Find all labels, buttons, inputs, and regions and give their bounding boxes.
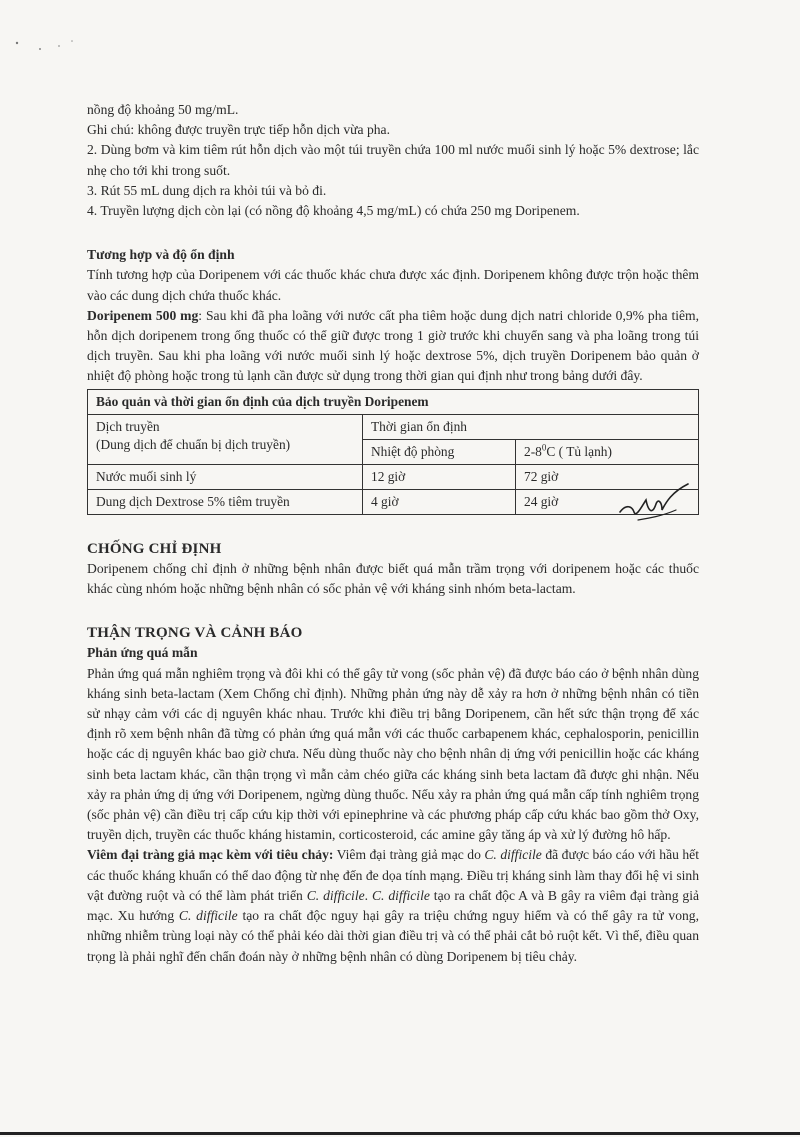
fridge-cell: 72 giờ [516,464,699,489]
step-2: 2. Dùng bơm và kim tiêm rút hỗn dịch vào một túi truyền chứa 100 ml nước muối sinh lý hoặc 5% dextrose; lắc nhẹ cho tới khi trong suốt. [87,142,699,178]
colitis-paragraph: Viêm đại tràng giả mạc kèm với tiêu chảy: Viêm đại tràng giả mạc do C. difficile đã được báo cáo với hầu hết các thuốc kháng khuẩn có thể dao động từ nhẹ đến đe dọa tính mạng. Điều trị kháng sinh làm thay đổi hệ vi sinh vật đường ruột và có thể làm phát triển C. difficile. C. difficile tạo ra chất độc A và B gây ra viêm đại tràng giả mạc. Xu hướng C. difficile tạo ra chất độc nguy hại gây ra triệu chứng nguy hiểm và có thể gây ra tử vong, những nhiễm trùng loại này có thể phải kéo dài thời gian điều trị và có thể phải cắt bỏ ruột kết. Vì thế, điều quan trọng là phải nghĩ đến chẩn đoán này ở những bệnh nhân có dùng Doripenem bị tiêu chảy. [87,847,700,964]
compat-paragraph-2 [87,306,699,387]
warnings-heading: THẬN TRỌNG VÀ CẢNH BÁO [87,625,303,642]
fluid-cell: Nước muối sinh lý [88,464,363,489]
room-temp-header: Nhiệt độ phòng [363,439,516,464]
stability-header: Thời gian ổn định [363,414,699,439]
colitis-subheading: Viêm đại tràng giả mạc kèm với tiêu chảy: [87,847,334,863]
compat-paragraph-2-text: : Sau khi đã pha loãng với nước cất pha tiêm hoặc dung dịch natri chloride 0,9% pha tiêm, hỗn dịch doripenem trong ống thuốc có thể giữ được trong 1 giờ trước khi chuyển sang và pha loãng trong túi dịch truyền. Sau khi pha loãng với nước muối sinh lý hoặc dextrose 5%, dịch truyền Doripenem bảo quản ở nhiệt độ phòng hoặc trong tủ lạnh cần được sử dụng trong thời gian qui định như trong bảng dưới đây. [87,307,700,384]
table-row [88,464,699,489]
table-header-row [88,414,699,439]
table-row [88,489,699,514]
compat-paragraph-1: Tính tương hợp của Doripenem với các thuốc khác chưa được xác định. Doripenem không được trộn hoặc thêm vào các dung dịch chứa thuốc khác. [87,267,699,303]
fluid-header-cell [88,414,363,464]
stability-table [87,389,699,515]
contraindications-paragraph: Doripenem chống chỉ định ở những bệnh nhân được biết quá mẫn trầm trọng với doripenem hoặc các thuốc khác cùng nhóm hoặc những bệnh nhân có sốc phản vệ với kháng sinh nhóm beta-lactam. [87,560,699,597]
fluid-cell: Dung dịch Dextrose 5% tiêm truyền [88,489,363,514]
step-3: 3. Rút 55 mL dung dịch ra khỏi túi và bỏ đi. [87,182,327,198]
fridge-cell: 24 giờ [524,493,559,509]
room-cell: 12 giờ [363,464,516,489]
fluid-header: Dịch truyền [96,418,160,434]
table-caption: Bảo quản và thời gian ổn định của dịch truyền Doripenem [88,389,699,414]
intro-line: nồng độ khoảng 50 mg/mL. [87,102,239,117]
fluid-subheader: (Dung dịch để chuẩn bị dịch truyền) [96,436,291,452]
compat-bold-lead: Doripenem 500 mg [87,307,199,323]
fridge-header: $2-8^0C$ ( Tủ lạnh) [516,439,699,464]
fridge-cell-with-signature [516,489,699,514]
page-bottom-edge [0,1132,800,1135]
table-caption-row [88,389,699,414]
compat-heading: Tương hợp và độ ổn định [87,247,235,263]
scan-specks [14,38,84,58]
document-page [87,100,699,967]
room-cell: 4 giờ [363,489,516,514]
contraindications-heading: CHỐNG CHỈ ĐỊNH [87,540,222,557]
hypersensitivity-subheading: Phản ứng quá mẫn [87,645,198,661]
step-4: 4. Truyền lượng dịch còn lại (có nồng độ khoảng 4,5 mg/mL) có chứa 250 mg Doripenem. [87,203,580,219]
hypersensitivity-paragraph: Phản ứng quá mẫn nghiêm trọng và đôi khi có thể gây tử vong (sốc phản vệ) đã được báo cáo ở bệnh nhân dùng kháng sinh beta-lactam (Xem Chống chỉ định). Những phản ứng này dễ xảy ra hơn ở những bệnh nhân có tiền sử nhạy cảm với các dị nguyên khác nhau. Trước khi điều trị bằng Doripenem, cần hết sức thận trọng để xác định rõ xem bệnh nhân đã từng có phản ứng quá mẫn với các thuốc carbapenem khác, cephalosporin, penicillin hoặc các dị nguyên khác bao giờ chưa. Nếu dùng thuốc này cho bệnh nhân dị ứng với penicillin hoặc các kháng sinh beta lactam khác, cần thận trọng vì mẫn cảm chéo giữa các kháng sinh beta lactam đã được ghi nhận. Nếu xảy ra phản ứng dị ứng với Doripenem, ngừng dùng thuốc. Nếu xảy ra phản ứng quá mẫn cấp tính nghiêm trọng (sốc phản vệ) cần điều trị cấp cứu kịp thời với epinephrine và các phương pháp cấp cứu khác bao gồm thở Oxy, truyền dịch, truyền các thuốc kháng histamin, corticosteroid, các amine gây tăng áp và xử lý đường hô hấp. [87,665,699,843]
signature-mark [616,480,692,528]
intro-note: Ghi chú: không được truyền trực tiếp hỗn dịch vừa pha. [87,122,390,138]
